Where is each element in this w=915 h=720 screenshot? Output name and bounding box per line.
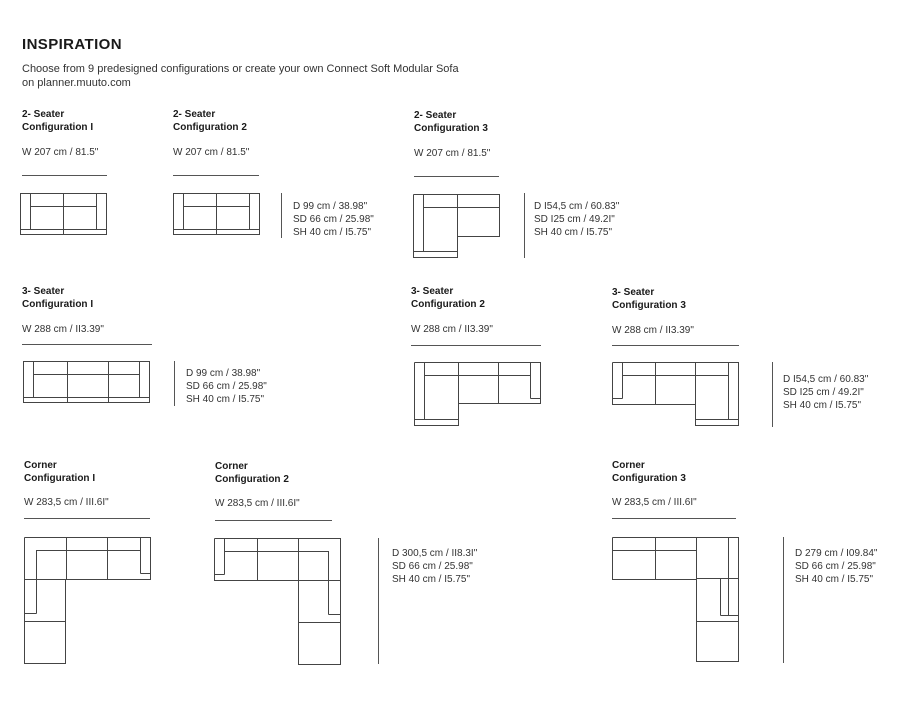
config-title-line-1: 2- Seater — [414, 110, 457, 121]
config-title-line-1: 3- Seater — [22, 286, 65, 297]
seat-depth-label: SD 66 cm / 25.98" — [293, 214, 374, 225]
depth-label: D 99 cm / 38.98" — [293, 201, 368, 212]
width-label: W 288 cm / II3.39" — [612, 325, 694, 336]
width-label: W 283,5 cm / III.6I" — [215, 498, 300, 509]
sofa-diagram-2-seater-1 — [20, 193, 108, 237]
config-title-line-2: Configuration I — [22, 122, 94, 133]
seat-depth-label: SD 66 cm / 25.98" — [392, 561, 473, 572]
config-title — [22, 108, 93, 134]
config-title-line-1: Corner — [215, 461, 248, 472]
dimensions-block — [293, 200, 374, 239]
dimensions-block — [186, 367, 267, 406]
depth-label: D 99 cm / 38.98" — [186, 368, 261, 379]
page-title: INSPIRATION — [22, 36, 122, 53]
seat-height-label: SH 40 cm / I5.75" — [392, 574, 471, 585]
width-line — [215, 520, 332, 521]
config-title-line-2: Configuration 2 — [411, 299, 485, 310]
config-title — [215, 460, 289, 486]
config-title — [414, 109, 488, 135]
config-title — [612, 286, 686, 312]
seat-depth-label: SD 66 cm / 25.98" — [186, 381, 267, 392]
config-title — [22, 285, 93, 311]
sofa-diagram-3-seater-3 — [612, 362, 742, 428]
depth-label: D 279 cm / I09.84" — [795, 548, 878, 559]
config-title-line-1: 3- Seater — [411, 286, 454, 297]
depth-line — [772, 362, 773, 427]
width-label: W 288 cm / II3.39" — [411, 324, 493, 335]
sofa-diagram-3-seater-2 — [414, 362, 544, 428]
depth-label: D I54,5 cm / 60.83" — [534, 201, 620, 212]
config-title-line-2: Configuration 2 — [215, 474, 289, 485]
width-line — [612, 518, 736, 519]
config-title — [173, 108, 247, 134]
config-title-line-2: Configuration I — [24, 473, 96, 484]
seat-depth-label: SD I25 cm / 49.2I" — [534, 214, 615, 225]
sofa-diagram-corner-1 — [24, 537, 154, 667]
intro-text — [22, 62, 459, 90]
dimensions-block — [795, 547, 877, 586]
seat-height-label: SH 40 cm / I5.75" — [534, 227, 613, 238]
depth-line — [281, 193, 282, 238]
seat-height-label: SH 40 cm / I5.75" — [186, 394, 265, 405]
dimensions-block — [783, 373, 868, 412]
seat-depth-label: SD I25 cm / 49.2I" — [783, 387, 864, 398]
config-title-line-2: Configuration 3 — [612, 473, 686, 484]
sofa-diagram-corner-3 — [612, 537, 742, 667]
width-label: W 283,5 cm / III.6I" — [24, 497, 109, 508]
width-label: W 207 cm / 81.5" — [414, 148, 491, 159]
width-label: W 207 cm / 81.5" — [22, 147, 99, 158]
dimensions-block — [392, 547, 477, 586]
width-line — [173, 175, 259, 176]
width-label: W 283,5 cm / III.6I" — [612, 497, 697, 508]
depth-line — [783, 537, 784, 663]
depth-line — [524, 193, 525, 258]
seat-height-label: SH 40 cm / I5.75" — [795, 574, 874, 585]
width-line — [22, 344, 152, 345]
intro-line-2: on planner.muuto.com — [22, 77, 131, 89]
config-title-line-2: Configuration 3 — [414, 123, 488, 134]
width-line — [411, 345, 541, 346]
depth-label: D 300,5 cm / II8.3I" — [392, 548, 478, 559]
config-title-line-1: Corner — [24, 460, 57, 471]
config-title — [24, 459, 95, 485]
depth-label: D I54,5 cm / 60.83" — [783, 374, 869, 385]
config-title-line-2: Configuration I — [22, 299, 94, 310]
depth-line — [378, 538, 379, 664]
config-title-line-2: Configuration 3 — [612, 300, 686, 311]
width-line — [22, 175, 107, 176]
dimensions-block — [534, 200, 619, 239]
intro-line-1: Choose from 9 predesigned configurations or create your own Connect Soft Modular Sofa — [22, 63, 459, 75]
width-line — [612, 345, 739, 346]
config-title-line-1: 3- Seater — [612, 287, 655, 298]
config-title-line-1: 2- Seater — [173, 109, 216, 120]
config-title-line-1: Corner — [612, 460, 645, 471]
config-title-line-1: 2- Seater — [22, 109, 65, 120]
seat-depth-label: SD 66 cm / 25.98" — [795, 561, 876, 572]
seat-height-label: SH 40 cm / I5.75" — [293, 227, 372, 238]
width-line — [414, 176, 499, 177]
sofa-diagram-3-seater-1 — [23, 361, 153, 405]
sofa-diagram-2-seater-3 — [413, 194, 503, 260]
seat-height-label: SH 40 cm / I5.75" — [783, 400, 862, 411]
width-line — [24, 518, 150, 519]
width-label: W 288 cm / II3.39" — [22, 324, 104, 335]
sofa-diagram-corner-2 — [214, 538, 344, 668]
sofa-diagram-2-seater-2 — [173, 193, 261, 237]
config-title — [612, 459, 686, 485]
width-label: W 207 cm / 81.5" — [173, 147, 250, 158]
depth-line — [174, 361, 175, 406]
config-title — [411, 285, 485, 311]
config-title-line-2: Configuration 2 — [173, 122, 247, 133]
